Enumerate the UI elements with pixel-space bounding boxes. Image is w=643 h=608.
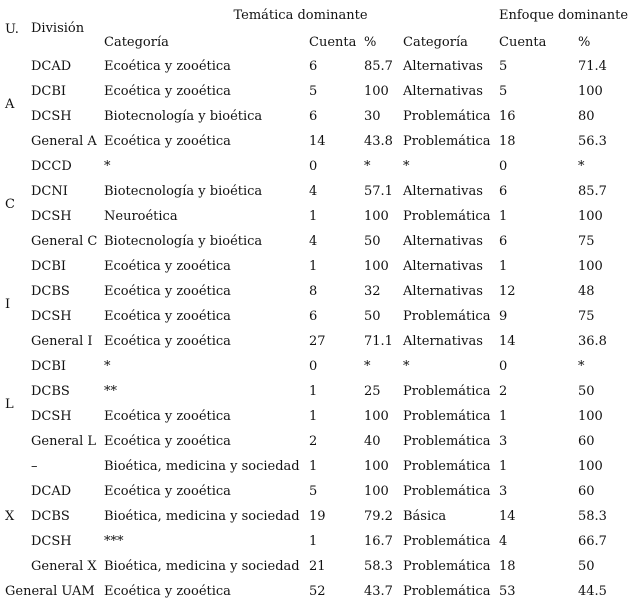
row-enfoque-categoria: Alternativas [403, 259, 483, 274]
table-body [3, 54, 641, 579]
row-enfoque-categoria: Alternativas [403, 334, 483, 349]
row-tematica-categoria: Ecoética y zooética [104, 284, 231, 299]
row-division: DCBS [31, 384, 70, 399]
row-tematica-categoria: Bioética, medicina y sociedad [104, 509, 300, 524]
row-enfoque-categoria: Problemática [403, 109, 491, 124]
row-division: DCBS [31, 284, 70, 299]
total-tematica-pct: 43.7 [364, 584, 393, 599]
table-row [3, 104, 641, 129]
table-row [3, 479, 641, 504]
row-enfoque-cuenta: 4 [499, 534, 508, 549]
row-tematica-categoria: Ecoética y zooética [104, 484, 231, 499]
row-division: DCBI [31, 359, 67, 374]
row-tematica-categoria: Ecoética y zooética [104, 259, 231, 274]
row-enfoque-categoria: Alternativas [403, 84, 483, 99]
row-division: DCAD [31, 59, 72, 74]
row-tematica-cuenta: 2 [309, 434, 318, 449]
total-enfoque-cuenta: 53 [499, 584, 516, 599]
row-enfoque-cuenta: 0 [499, 359, 508, 374]
row-enfoque-pct: 100 [578, 459, 603, 474]
table-row [3, 204, 641, 229]
row-enfoque-pct: 36.8 [578, 334, 607, 349]
row-tematica-cuenta: 5 [309, 484, 318, 499]
row-tematica-pct: 43.8 [364, 134, 393, 149]
row-enfoque-categoria: Problemática [403, 484, 491, 499]
row-enfoque-pct: 66.7 [578, 534, 607, 549]
row-enfoque-pct: 60 [578, 484, 595, 499]
row-tematica-pct: 58.3 [364, 559, 393, 574]
results-table [3, 2, 641, 604]
row-tematica-cuenta: 6 [309, 109, 318, 124]
table-row [3, 229, 641, 254]
row-tematica-cuenta: 19 [309, 509, 326, 524]
row-tematica-categoria: *** [104, 534, 124, 549]
table-row [3, 529, 641, 554]
row-tematica-pct: 30 [364, 109, 381, 124]
row-enfoque-categoria: Problemática [403, 309, 491, 324]
row-division: DCBS [31, 509, 70, 524]
row-tematica-cuenta: 1 [309, 459, 318, 474]
row-tematica-cuenta: 1 [309, 384, 318, 399]
table-row [3, 379, 641, 404]
row-tematica-pct: 71.1 [364, 334, 393, 349]
row-tematica-pct: 16.7 [364, 534, 393, 549]
row-division: DCSH [31, 409, 72, 424]
table-row [3, 79, 641, 104]
row-tematica-pct: 100 [364, 209, 389, 224]
row-enfoque-categoria: Problemática [403, 459, 491, 474]
table-row [3, 304, 641, 329]
row-tematica-pct: 50 [364, 309, 381, 324]
row-enfoque-pct: 71.4 [578, 59, 607, 74]
row-enfoque-categoria: Alternativas [403, 284, 483, 299]
row-division: DCSH [31, 209, 72, 224]
table-row [3, 154, 641, 179]
table-row [3, 354, 641, 379]
header-division: División [31, 21, 85, 36]
table-row [3, 54, 641, 79]
row-tematica-cuenta: 0 [309, 359, 318, 374]
row-tematica-cuenta: 4 [309, 234, 318, 249]
header-enfoque-categoria: Categoría [403, 35, 468, 50]
row-enfoque-cuenta: 6 [499, 184, 508, 199]
row-enfoque-cuenta: 14 [499, 334, 516, 349]
table-row [3, 279, 641, 304]
row-division: DCBI [31, 84, 67, 99]
row-enfoque-cuenta: 2 [499, 384, 508, 399]
row-tematica-categoria: Ecoética y zooética [104, 134, 231, 149]
row-enfoque-pct: 75 [578, 234, 595, 249]
row-division: General A [31, 134, 97, 149]
row-enfoque-pct: * [578, 159, 585, 174]
row-tematica-cuenta: 8 [309, 284, 318, 299]
row-enfoque-cuenta: 3 [499, 434, 508, 449]
row-enfoque-pct: 56.3 [578, 134, 607, 149]
row-enfoque-pct: 48 [578, 284, 595, 299]
table-row [3, 329, 641, 354]
row-tematica-cuenta: 0 [309, 159, 318, 174]
row-tematica-pct: 85.7 [364, 59, 393, 74]
row-tematica-categoria: Ecoética y zooética [104, 309, 231, 324]
table-row [3, 454, 641, 479]
row-enfoque-cuenta: 1 [499, 209, 508, 224]
row-tematica-categoria: Bioética, medicina y sociedad [104, 559, 300, 574]
row-division: DCSH [31, 309, 72, 324]
table-header [3, 2, 641, 54]
row-enfoque-categoria: Básica [403, 509, 447, 524]
header-u: U. [5, 22, 19, 37]
row-tematica-pct: 100 [364, 459, 389, 474]
total-label: General UAM [5, 584, 95, 599]
row-tematica-cuenta: 1 [309, 534, 318, 549]
row-enfoque-categoria: Problemática [403, 559, 491, 574]
row-tematica-pct: 100 [364, 259, 389, 274]
row-tematica-pct: 40 [364, 434, 381, 449]
header-tematica-pct: % [364, 35, 377, 50]
table-row [3, 554, 641, 579]
row-division: General X [31, 559, 97, 574]
row-enfoque-pct: 100 [578, 409, 603, 424]
row-enfoque-pct: * [578, 359, 585, 374]
row-enfoque-categoria: Problemática [403, 534, 491, 549]
row-division: – [31, 459, 38, 474]
row-tematica-cuenta: 27 [309, 334, 326, 349]
row-enfoque-pct: 50 [578, 559, 595, 574]
row-enfoque-categoria: * [403, 159, 410, 174]
row-enfoque-cuenta: 1 [499, 459, 508, 474]
row-enfoque-categoria: Problemática [403, 209, 491, 224]
row-tematica-categoria: Ecoética y zooética [104, 409, 231, 424]
header-tematica-cuenta: Cuenta [309, 35, 357, 50]
total-tematica-categoria: Ecoética y zooética [104, 584, 231, 599]
row-tematica-cuenta: 1 [309, 259, 318, 274]
row-tematica-pct: 25 [364, 384, 381, 399]
row-tematica-cuenta: 5 [309, 84, 318, 99]
row-tematica-pct: * [364, 159, 371, 174]
row-enfoque-pct: 100 [578, 259, 603, 274]
row-enfoque-cuenta: 18 [499, 134, 516, 149]
row-enfoque-cuenta: 0 [499, 159, 508, 174]
row-tematica-cuenta: 6 [309, 309, 318, 324]
row-enfoque-categoria: * [403, 359, 410, 374]
row-enfoque-pct: 100 [578, 84, 603, 99]
group-label: I [5, 296, 11, 312]
row-enfoque-pct: 58.3 [578, 509, 607, 524]
row-tematica-cuenta: 4 [309, 184, 318, 199]
row-tematica-pct: 100 [364, 409, 389, 424]
row-tematica-pct: 32 [364, 284, 381, 299]
row-division: DCCD [31, 159, 72, 174]
header-tematica: Temática dominante [233, 8, 368, 23]
row-tematica-cuenta: 1 [309, 409, 318, 424]
row-tematica-categoria: Biotecnología y bioética [104, 109, 263, 124]
row-tematica-categoria: Ecoética y zooética [104, 434, 231, 449]
row-enfoque-categoria: Problemática [403, 434, 491, 449]
row-division: DCBI [31, 259, 67, 274]
row-enfoque-cuenta: 18 [499, 559, 516, 574]
table-row [3, 129, 641, 154]
group-label: L [5, 396, 14, 412]
row-tematica-categoria: Ecoética y zooética [104, 84, 231, 99]
table-row [3, 404, 641, 429]
table-row [3, 254, 641, 279]
table-row [3, 504, 641, 529]
row-tematica-pct: 100 [364, 84, 389, 99]
row-division: DCAD [31, 484, 72, 499]
row-enfoque-pct: 60 [578, 434, 595, 449]
row-enfoque-cuenta: 5 [499, 84, 508, 99]
row-tematica-pct: 100 [364, 484, 389, 499]
row-division: General L [31, 434, 97, 449]
row-enfoque-pct: 50 [578, 384, 595, 399]
row-enfoque-cuenta: 5 [499, 59, 508, 74]
row-enfoque-categoria: Alternativas [403, 59, 483, 74]
row-enfoque-categoria: Problemática [403, 384, 491, 399]
row-enfoque-pct: 75 [578, 309, 595, 324]
table-row [3, 179, 641, 204]
table-row-total [3, 579, 641, 604]
row-enfoque-pct: 80 [578, 109, 595, 124]
row-division: General I [31, 334, 93, 349]
row-enfoque-categoria: Problemática [403, 409, 491, 424]
header-tematica-categoria: Categoría [104, 35, 169, 50]
row-enfoque-pct: 85.7 [578, 184, 607, 199]
total-enfoque-categoria: Problemática [403, 584, 491, 599]
row-enfoque-categoria: Alternativas [403, 234, 483, 249]
row-tematica-categoria: Bioética, medicina y sociedad [104, 459, 300, 474]
row-tematica-categoria: ** [104, 384, 117, 399]
row-enfoque-pct: 100 [578, 209, 603, 224]
table-footer [3, 579, 641, 604]
group-label: C [5, 196, 15, 212]
row-enfoque-cuenta: 1 [499, 409, 508, 424]
row-tematica-pct: 50 [364, 234, 381, 249]
row-enfoque-cuenta: 1 [499, 259, 508, 274]
row-tematica-cuenta: 21 [309, 559, 326, 574]
row-enfoque-categoria: Alternativas [403, 184, 483, 199]
row-enfoque-cuenta: 3 [499, 484, 508, 499]
row-tematica-pct: * [364, 359, 371, 374]
row-enfoque-cuenta: 12 [499, 284, 516, 299]
row-enfoque-cuenta: 14 [499, 509, 516, 524]
row-tematica-cuenta: 1 [309, 209, 318, 224]
row-tematica-categoria: * [104, 359, 111, 374]
row-enfoque-cuenta: 9 [499, 309, 508, 324]
row-tematica-categoria: Ecoética y zooética [104, 59, 231, 74]
row-tematica-categoria: Neuroética [104, 209, 178, 224]
row-tematica-categoria: Biotecnología y bioética [104, 234, 263, 249]
row-division: DCSH [31, 534, 72, 549]
total-enfoque-pct: 44.5 [578, 584, 607, 599]
table-row [3, 429, 641, 454]
row-tematica-categoria: Biotecnología y bioética [104, 184, 263, 199]
total-tematica-cuenta: 52 [309, 584, 326, 599]
group-label: A [5, 96, 15, 112]
group-label: X [5, 509, 15, 524]
row-enfoque-cuenta: 16 [499, 109, 516, 124]
row-enfoque-categoria: Problemática [403, 134, 491, 149]
row-division: General C [31, 234, 98, 249]
row-enfoque-cuenta: 6 [499, 234, 508, 249]
header-enfoque: Enfoque dominante [499, 8, 629, 23]
row-tematica-categoria: Ecoética y zooética [104, 334, 231, 349]
header-enfoque-cuenta: Cuenta [499, 35, 547, 50]
header-enfoque-pct: % [578, 35, 591, 50]
row-division: DCSH [31, 109, 72, 124]
row-tematica-categoria: * [104, 159, 111, 174]
row-tematica-cuenta: 6 [309, 59, 318, 74]
row-tematica-cuenta: 14 [309, 134, 326, 149]
row-tematica-pct: 57.1 [364, 184, 393, 199]
row-division: DCNI [31, 184, 68, 199]
row-tematica-pct: 79.2 [364, 509, 393, 524]
